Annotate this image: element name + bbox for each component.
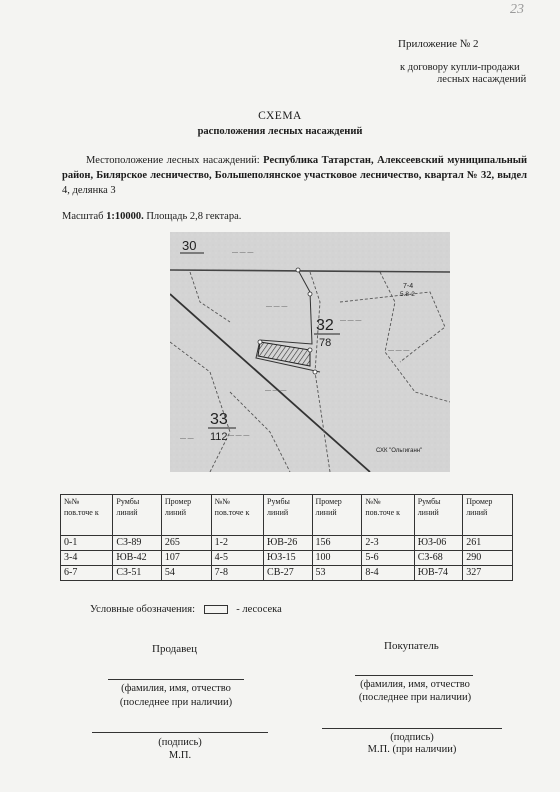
location-value: Республика Татарстан, Алексеевский муниципальный район, Билярское лесничество, Большеполянское участковое лесничество, квартал № 32, выдел (62, 155, 528, 181)
svg-text:— —: — — (180, 436, 194, 442)
table-cell: 8-4 (362, 566, 414, 581)
scale-line (62, 211, 241, 222)
table-header: Румбы линий (113, 495, 162, 536)
table-cell: СВ-27 (264, 566, 313, 581)
table-header: Румбы линий (414, 495, 463, 536)
quarter-32-sub: 78 (319, 337, 332, 349)
table-cell: 100 (312, 551, 362, 566)
quarter-33-label: 33 (210, 411, 228, 428)
seller-sign-label: (подпись) (158, 737, 202, 748)
table-cell: СЗ-89 (113, 536, 162, 551)
table-cell: 261 (463, 536, 513, 551)
legend-swatch (204, 605, 228, 614)
table-header: Промер линий (161, 495, 211, 536)
legend-label: Условные обозначения: (90, 604, 196, 615)
table-header: Промер линий (312, 495, 362, 536)
quarter-32-label: 32 (316, 317, 334, 334)
appendix-contract: к договору купли-продажи (400, 62, 520, 73)
table-cell: ЮЗ-15 (264, 551, 313, 566)
buyer-name-hint-2: (последнее при наличии) (358, 692, 472, 703)
forest-map (170, 232, 450, 472)
table-header: №№ пов.точе к (211, 495, 263, 536)
table-header: Промер линий (463, 495, 513, 536)
table-cell: СЗ-51 (113, 566, 162, 581)
table-cell: ЮВ-74 (414, 566, 463, 581)
table-row (61, 551, 513, 566)
svg-text:— — —: — — — (232, 250, 254, 256)
appendix-contract-subject: лесных насаждений (437, 74, 527, 85)
subcompartment-label: 7-4 (403, 283, 414, 290)
quarter-33-sub: 112 (210, 431, 228, 443)
table-cell: 4-5 (211, 551, 263, 566)
table-cell: 3-4 (61, 551, 113, 566)
table-cell: 327 (463, 566, 513, 581)
buyer-title: Покупатель (384, 640, 439, 652)
table-cell: СЗ-68 (414, 551, 463, 566)
buyer-name-line (355, 675, 473, 676)
table-cell: 2-3 (362, 536, 414, 551)
buyer-sign-label: (подпись) (390, 732, 434, 743)
scale-label: Масштаб (62, 211, 104, 222)
table-cell: 107 (161, 551, 211, 566)
scale-value: 1:10000. (106, 211, 144, 222)
table-cell: ЮВ-42 (113, 551, 162, 566)
location-label: Местоположение лесных насаждений: (86, 155, 260, 166)
svg-text:— — —: — — — (340, 318, 362, 324)
buyer-name-hint: (фамилия, имя, отчество (360, 679, 470, 690)
buyer-stamp-label: М.П. (при наличии) (367, 744, 457, 755)
table-header-row (61, 495, 513, 536)
table-header: №№ пов.точе к (61, 495, 113, 536)
seller-name-hint-2: (последнее при наличии) (119, 697, 233, 708)
area-text: Площадь 2,8 гектара. (146, 211, 242, 222)
appendix-number: Приложение № 2 (398, 38, 479, 50)
seller-name-hint: (фамилия, имя, отчество (121, 683, 231, 694)
table-cell: 54 (161, 566, 211, 581)
table-cell: 156 (312, 536, 362, 551)
buyer-sign-line (322, 728, 502, 729)
location-plot: 4, делянка 3 (62, 185, 116, 196)
location-paragraph (62, 153, 527, 198)
seller-sign-line (92, 732, 268, 733)
seller-title: Продавец (152, 643, 198, 655)
table-cell: 1-2 (211, 536, 263, 551)
svg-text:— — —: — — — (228, 433, 250, 439)
table-cell: ЮВ-26 (264, 536, 313, 551)
legend-item: - лесосека (236, 604, 282, 615)
table-cell: ЮЗ-06 (414, 536, 463, 551)
table-cell: 7-8 (211, 566, 263, 581)
company-label: СХК "Ольгиганн" (376, 448, 423, 454)
table-row (61, 536, 513, 551)
document-title: СХЕМА (258, 110, 302, 122)
table-cell: 0-1 (61, 536, 113, 551)
table-row (61, 566, 513, 581)
table-cell: 6-7 (61, 566, 113, 581)
svg-text:— — —: — — — (266, 304, 288, 310)
quarter-30-label: 30 (182, 238, 197, 253)
svg-text:— — —: — — — (388, 348, 410, 354)
page-number: 23 (510, 2, 524, 17)
table-cell: 290 (463, 551, 513, 566)
svg-text:— — —: — — — (265, 388, 287, 394)
table-cell: 5-6 (362, 551, 414, 566)
seller-stamp-label: М.П. (168, 750, 192, 761)
table-cell: 53 (312, 566, 362, 581)
legend (90, 604, 282, 615)
subcompartment-sub: 5.8-2 (400, 291, 415, 298)
table-cell: 265 (161, 536, 211, 551)
document-subtitle: расположения лесных насаждений (197, 126, 363, 137)
bearings-table (60, 494, 513, 581)
seller-name-line (108, 679, 244, 680)
table-header: №№ пов.точе к (362, 495, 414, 536)
table-header: Румбы линий (264, 495, 313, 536)
